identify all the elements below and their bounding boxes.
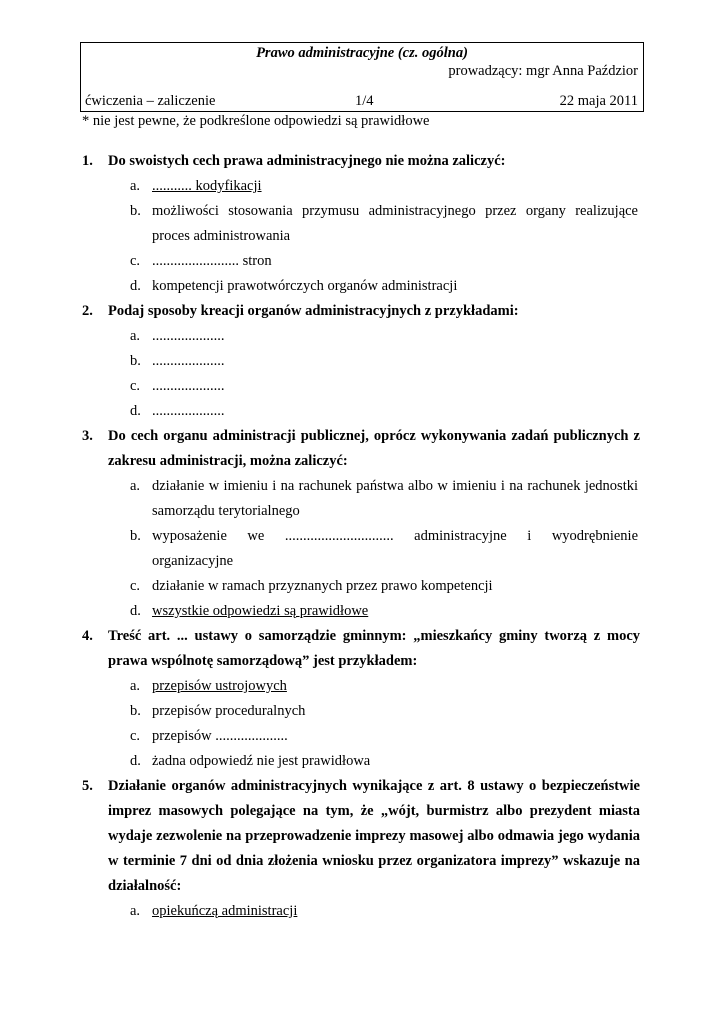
question-text: Podaj sposoby kreacji organów administracyjnych z przykładami: — [108, 303, 519, 319]
option — [130, 474, 638, 524]
question-number: 3. — [82, 428, 93, 444]
option-letter: b. — [130, 703, 141, 719]
option-text: działanie w ramach przyznanych przez prawo kompetencji — [152, 578, 493, 594]
option — [130, 374, 638, 399]
option-letter: c. — [130, 378, 141, 394]
option — [130, 249, 638, 274]
question-number: 1. — [82, 153, 93, 169]
option-text: ........................ stron — [152, 253, 272, 269]
option — [130, 699, 638, 724]
option-letter: b. — [130, 353, 141, 369]
option-text: .................... — [152, 403, 225, 419]
document-header — [80, 42, 644, 112]
option — [130, 349, 638, 374]
option-letter: c. — [130, 578, 141, 594]
lecturer: prowadzący: mgr Anna Paździor — [448, 63, 638, 79]
option-letter: d. — [130, 278, 141, 294]
option-letter: a. — [130, 903, 141, 919]
option-text: przepisów proceduralnych — [152, 703, 306, 719]
question-text: Działanie organów administracyjnych wynikające z art. 8 ustawy o bezpieczeństwie imprez masowych polegające na tym, że „wójt, burmistrz albo prezydent miasta wydaje zezwolenie na przeprowadzenie imprezy masowej albo odmawia jego wydania w terminie 7 dni od dnia złożenia wniosku przez organizatora imprezy” wskazuje na działalność: — [108, 778, 640, 894]
option — [130, 674, 638, 699]
option-text-underlined: opiekuńczą administracji — [152, 903, 298, 919]
option — [130, 399, 638, 424]
option-text-underlined: ........... kodyfikacji — [152, 178, 262, 194]
option-letter: a. — [130, 478, 141, 494]
option-letter: a. — [130, 678, 141, 694]
question-text: Do cech organu administracji publicznej, oprócz wykonywania zadań publicznych z zakresu administracji, można zaliczyć: — [108, 428, 640, 469]
option — [130, 174, 638, 199]
option — [130, 724, 638, 749]
question-number: 4. — [82, 628, 93, 644]
option-letter: d. — [130, 603, 141, 619]
option — [130, 274, 638, 299]
option-text: działanie w imieniu i na rachunek państwa albo w imieniu i na rachunek jednostki samorządu terytorialnego — [152, 478, 638, 519]
option — [130, 199, 638, 249]
session-type: ćwiczenia – zaliczenie — [85, 93, 216, 109]
date: 22 maja 2011 — [559, 93, 638, 109]
option-letter: d. — [130, 403, 141, 419]
option-letter: a. — [130, 328, 141, 344]
option — [130, 749, 638, 774]
option — [130, 574, 638, 599]
question-1 — [82, 149, 640, 174]
option-letter: a. — [130, 178, 141, 194]
question-2 — [82, 299, 640, 324]
question-number: 5. — [82, 778, 93, 794]
option-text: .................... — [152, 353, 225, 369]
option-text: żadna odpowiedź nie jest prawidłowa — [152, 753, 371, 769]
disclaimer-note: * nie jest pewne, że podkreślone odpowiedzi są prawidłowe — [82, 113, 430, 129]
option-text-underlined: wszystkie odpowiedzi są prawidłowe — [152, 603, 369, 619]
page-number: 1/4 — [355, 93, 374, 109]
question-3 — [82, 424, 640, 474]
course-title: Prawo administracyjne (cz. ogólna) — [256, 45, 468, 61]
option-text: kompetencji prawotwórczych organów administracji — [152, 278, 458, 294]
question-text: Do swoistych cech prawa administracyjnego nie można zaliczyć: — [108, 153, 506, 169]
option — [130, 599, 638, 624]
option-letter: d. — [130, 753, 141, 769]
option-text: .................... — [152, 328, 225, 344]
option-text: .................... — [152, 378, 225, 394]
question-4 — [82, 624, 640, 674]
question-text: Treść art. ... ustawy o samorządzie gminnym: „mieszkańcy gminy tworzą z mocy prawa wspólnotę samorządową” jest przykładem: — [108, 628, 640, 669]
option-text-underlined: przepisów ustrojowych — [152, 678, 287, 694]
option-text: wyposażenie we .............................. administracyjne i wyodrębnienie organizacyjne — [152, 528, 638, 569]
option — [130, 899, 638, 924]
question-5 — [82, 774, 640, 899]
option-text: przepisów .................... — [152, 728, 288, 744]
option — [130, 324, 638, 349]
option-letter: c. — [130, 253, 141, 269]
option — [130, 524, 638, 574]
question-number: 2. — [82, 303, 93, 319]
option-letter: c. — [130, 728, 141, 744]
option-text: możliwości stosowania przymusu administracyjnego przez organy realizujące proces administrowania — [152, 203, 638, 244]
option-letter: b. — [130, 528, 141, 544]
option-letter: b. — [130, 203, 141, 219]
